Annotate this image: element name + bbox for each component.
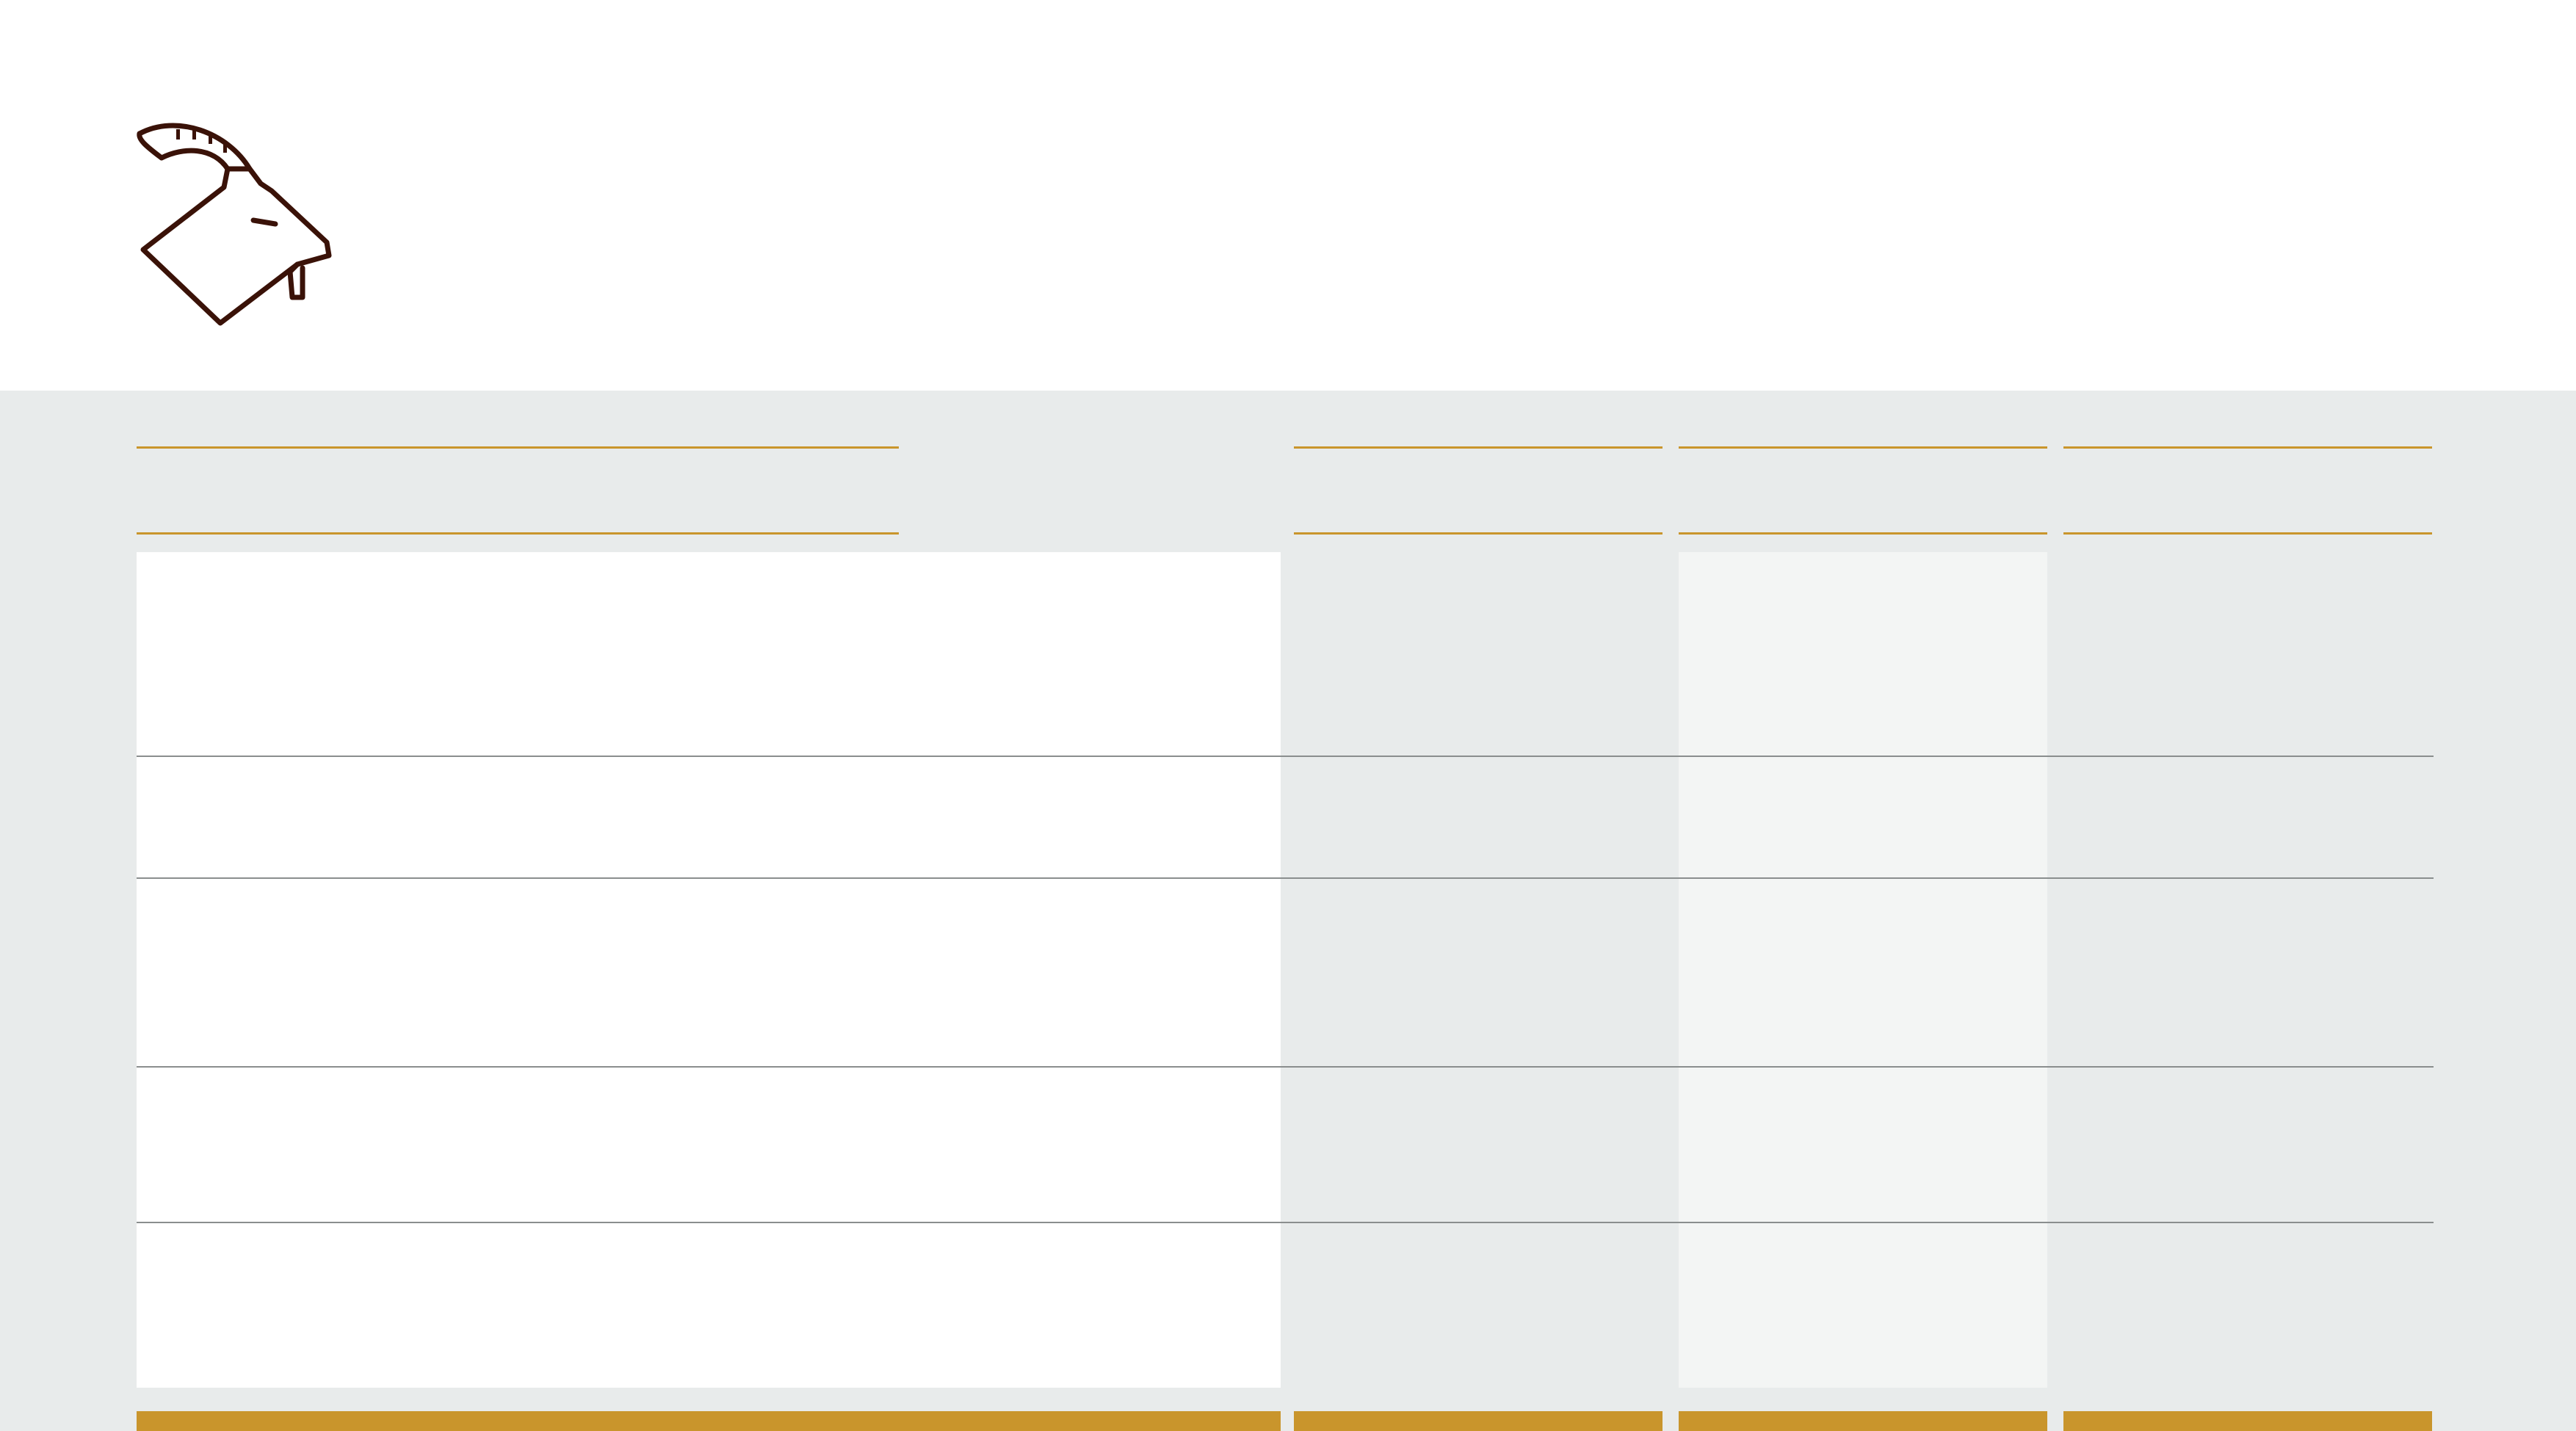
column-header-colaborador [2063, 446, 2432, 535]
footer-bar [2063, 1411, 2432, 1431]
column-header-patrocinador [1679, 446, 2047, 535]
decorative-lines-top [0, 0, 2576, 391]
row-divider [137, 1066, 2434, 1068]
section-title [137, 446, 899, 535]
footer-bar [137, 1411, 1281, 1431]
row-divider [137, 1222, 2434, 1223]
patrocinador-column-bg [1679, 552, 2047, 1388]
description-column-bg [137, 552, 1281, 1388]
header-band [0, 0, 2576, 391]
footer-bar [1679, 1411, 2047, 1431]
column-header-premium [1294, 446, 1663, 535]
event-tag [2425, 101, 2434, 137]
goat-head-icon [132, 117, 338, 330]
row-divider [137, 877, 2434, 879]
row-divider [137, 756, 2434, 757]
footer-bar [1294, 1411, 1663, 1431]
